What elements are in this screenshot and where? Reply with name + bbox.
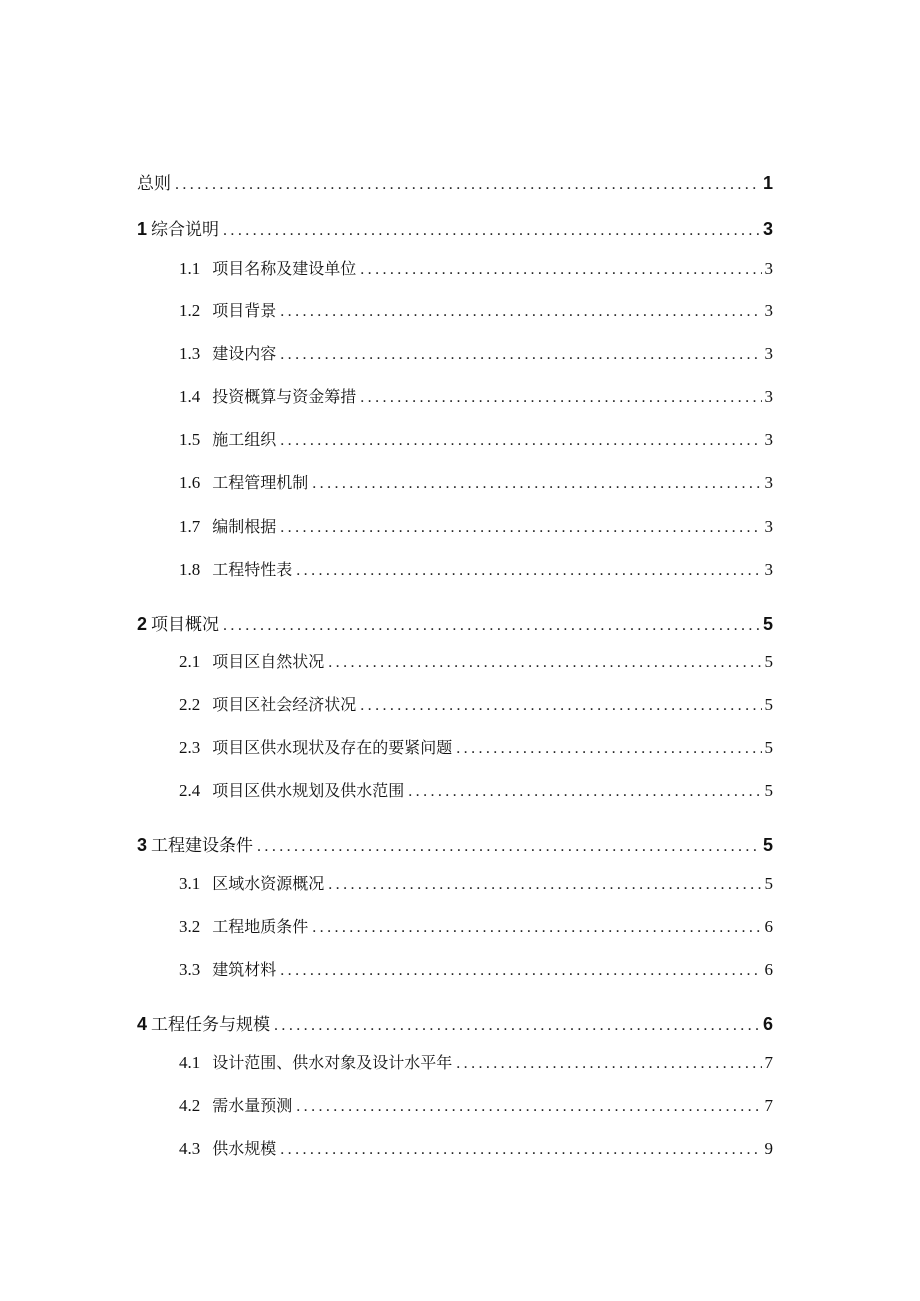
toc-entry-page: 5	[764, 695, 773, 714]
toc-entry-number: 1.4	[179, 387, 201, 406]
toc-entry-page: 3	[762, 219, 773, 239]
toc-entry-page: 5	[764, 874, 773, 893]
toc-entry-section-1-5[interactable]	[179, 427, 773, 453]
dot-leader	[360, 385, 761, 411]
toc-entry-page: 3	[764, 430, 773, 449]
toc-entry-chapter-2[interactable]	[137, 611, 773, 637]
toc-entry-section-1-4[interactable]	[179, 384, 773, 410]
dot-leader	[456, 1051, 761, 1077]
toc-entry-section-4-1[interactable]	[179, 1050, 773, 1076]
dot-leader	[360, 257, 761, 283]
toc-entry-title: 需水量预测	[212, 1096, 293, 1115]
dot-leader	[296, 558, 761, 584]
toc-entry-title: 施工组织	[212, 430, 277, 449]
toc-entry-title: 项目概况	[151, 615, 220, 635]
toc-entry-title: 项目名称及建设单位	[212, 259, 357, 278]
dot-leader	[328, 872, 761, 898]
toc-entry-title: 工程建设条件	[151, 836, 254, 856]
toc-entry-title: 设计范围、供水对象及设计水平年	[212, 1053, 453, 1072]
dot-leader	[280, 1137, 761, 1163]
toc-entry-title: 工程特性表	[212, 560, 293, 579]
toc-entry-page: 7	[764, 1053, 773, 1072]
toc-entry-page: 5	[762, 835, 773, 855]
toc-entry-section-3-2[interactable]	[179, 914, 773, 940]
dot-leader	[223, 218, 760, 244]
dot-leader	[296, 1094, 761, 1120]
toc-entry-page: 3	[764, 560, 773, 579]
dot-leader	[223, 613, 760, 639]
toc-entry-number: 1.1	[179, 259, 201, 278]
toc-entry-title: 工程管理机制	[212, 473, 309, 492]
dot-leader	[280, 428, 761, 454]
toc-entry-number: 3.2	[179, 917, 201, 936]
toc-entry-page: 3	[764, 387, 773, 406]
toc-entry-section-2-2[interactable]	[179, 692, 773, 718]
dot-leader	[328, 650, 761, 676]
toc-entry-title: 项目背景	[212, 301, 277, 320]
toc-entry-page: 3	[764, 473, 773, 492]
toc-entry-number: 1.5	[179, 430, 201, 449]
toc-entry-section-4-2[interactable]	[179, 1093, 773, 1119]
toc-entry-number: 4.2	[179, 1096, 201, 1115]
toc-entry-page: 7	[764, 1096, 773, 1115]
dot-leader	[280, 342, 761, 368]
toc-entry-number: 2.4	[179, 781, 201, 800]
toc-entry-number: 1.7	[179, 517, 201, 536]
toc-entry-chapter-3[interactable]	[137, 832, 773, 858]
toc-entry-title: 项目区供水规划及供水范围	[212, 781, 405, 800]
toc-entry-number: 2.2	[179, 695, 201, 714]
toc-entry-title: 建设内容	[212, 344, 277, 363]
toc-entry-section-3-1[interactable]	[179, 871, 773, 897]
toc-entry-page: 6	[764, 960, 773, 979]
toc-entry-number: 4.1	[179, 1053, 201, 1072]
toc-entry-section-1-1[interactable]	[179, 256, 773, 282]
toc-entry-section-1-8[interactable]	[179, 557, 773, 583]
dot-leader	[456, 736, 761, 762]
dot-leader	[360, 693, 761, 719]
toc-entry-title: 项目区社会经济状况	[212, 695, 357, 714]
toc-entry-title: 综合说明	[151, 220, 220, 240]
toc-entry-page: 5	[762, 614, 773, 634]
toc-entry-number: 3.3	[179, 960, 201, 979]
dot-leader	[175, 172, 760, 198]
toc-entry-page: 3	[764, 517, 773, 536]
toc-entry-title: 项目区供水现状及存在的要紧问题	[212, 738, 453, 757]
toc-entry-title: 建筑材料	[212, 960, 277, 979]
toc-entry-number: 1.6	[179, 473, 201, 492]
toc-entry-number: 1.3	[179, 344, 201, 363]
toc-entry-page: 3	[764, 301, 773, 320]
toc-entry-number: 2	[137, 614, 148, 634]
toc-entry-title: 供水规模	[212, 1139, 277, 1158]
dot-leader	[257, 834, 760, 860]
toc-entry-number: 2.3	[179, 738, 201, 757]
toc-entry-number: 1	[137, 219, 148, 239]
toc-entry-title: 区域水资源概况	[212, 874, 325, 893]
toc-entry-section-3-3[interactable]	[179, 957, 773, 983]
toc-entry-number: 2.1	[179, 652, 201, 671]
toc-entry-section-1-6[interactable]	[179, 470, 773, 496]
toc-entry-section-4-3[interactable]	[179, 1136, 773, 1162]
toc-entry-page: 9	[764, 1139, 773, 1158]
toc-entry-page: 5	[764, 781, 773, 800]
dot-leader	[274, 1013, 760, 1039]
toc-entry-section-2-3[interactable]	[179, 735, 773, 761]
toc-entry-chapter-1[interactable]	[137, 216, 773, 242]
dot-leader	[312, 915, 761, 941]
toc-entry-title: 编制根据	[212, 517, 277, 536]
toc-entry-section-2-4[interactable]	[179, 778, 773, 804]
dot-leader	[280, 515, 761, 541]
toc-entry-page: 5	[764, 738, 773, 757]
toc-entry-section-1-7[interactable]	[179, 514, 773, 540]
dot-leader	[280, 299, 761, 325]
toc-entry-section-2-1[interactable]	[179, 649, 773, 675]
toc-entry-title: 工程任务与规模	[151, 1015, 271, 1035]
toc-entry-page: 6	[762, 1014, 773, 1034]
toc-entry-number: 1.2	[179, 301, 201, 320]
dot-leader	[408, 779, 761, 805]
toc-entry-general[interactable]	[137, 170, 773, 196]
toc-entry-number: 3	[137, 835, 148, 855]
toc-entry-section-1-2[interactable]	[179, 298, 773, 324]
toc-entry-title: 项目区自然状况	[212, 652, 325, 671]
toc-entry-title: 投资概算与资金筹措	[212, 387, 357, 406]
toc-entry-number: 4	[137, 1014, 148, 1034]
toc-entry-page: 3	[764, 259, 773, 278]
toc-entry-title: 工程地质条件	[212, 917, 309, 936]
dot-leader	[312, 471, 761, 497]
dot-leader	[280, 958, 761, 984]
toc-entry-number: 4.3	[179, 1139, 201, 1158]
toc-entry-section-1-3[interactable]	[179, 341, 773, 367]
toc-entry-page: 1	[762, 173, 773, 193]
toc-entry-number: 1.8	[179, 560, 201, 579]
toc-entry-page: 6	[764, 917, 773, 936]
toc-entry-page: 5	[764, 652, 773, 671]
toc-entry-title: 总则	[137, 174, 171, 194]
toc-entry-page: 3	[764, 344, 773, 363]
toc-entry-number: 3.1	[179, 874, 201, 893]
toc-entry-chapter-4[interactable]	[137, 1011, 773, 1037]
